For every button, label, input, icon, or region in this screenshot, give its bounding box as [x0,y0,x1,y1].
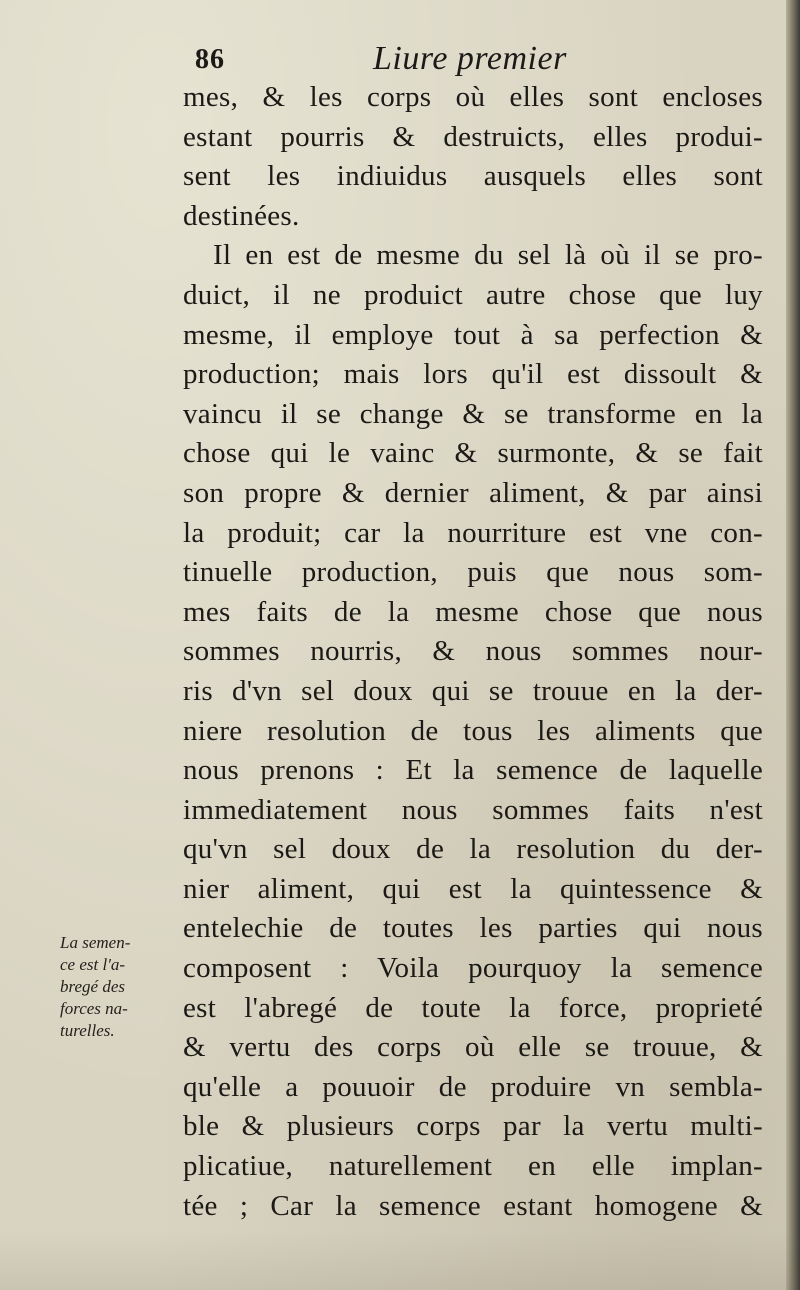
page-number: 86 [195,44,225,75]
text-line: ble & plusieurs corps par la vertu multi- [183,1110,763,1143]
margin-note [60,932,185,1042]
text-line: destinées. [183,199,300,232]
text-line: qu'elle a pouuoir de produire vn sembla- [183,1070,763,1103]
text-line: production; mais lors qu'il est dissoult & [183,358,763,391]
text-line: ris d'vn sel doux qui se trouue en la der- [183,674,763,707]
text-line: Il en est de mesme du sel là où il se pro- [213,239,763,272]
text-line: estant pourris & destruicts, elles produi- [183,120,763,153]
text-line: niere resolution de tous les aliments que [183,714,763,747]
body-text [183,78,763,1226]
text-line: composent : Voila pourquoy la semence [183,952,763,985]
text-line: nier aliment, qui est la quintessence & [183,872,763,905]
text-line: qu'vn sel doux de la resolution du der- [183,833,763,866]
text-line: mes, & les corps où elles sont encloses [183,81,763,113]
margin-note-line: ce est l'a- [60,955,125,974]
text-line: immediatement nous sommes faits n'est [183,793,763,826]
text-line: entelechie de toutes les parties qui nous [183,912,763,945]
text-line: & vertu des corps où elle se trouue, & [183,1031,763,1064]
page-bottom-shade [0,1230,800,1290]
margin-note-line: forces na- [60,999,128,1018]
text-line: tée ; Car la semence estant homogene & [183,1189,763,1222]
text-line: sent les indiuidus ausquels elles sont [183,160,763,193]
text-line: plicatiue, naturellement en elle implan- [183,1150,763,1183]
text-line: mesme, il employe tout à sa perfection & [183,318,763,351]
text-line: tinuelle production, puis que nous som- [183,556,763,589]
margin-note-line: bregé des [60,977,125,996]
text-line: la produit; car la nourriture est vne con- [183,516,763,549]
page-edge-shadow [786,0,800,1290]
text-line: son propre & dernier aliment, & par ainsi [183,476,763,509]
text-line: est l'abregé de toute la force, proprieté [183,991,763,1024]
margin-note-line: turelles. [60,1021,115,1040]
running-title: Liure premier [373,40,567,77]
text-line: sommes nourris, & nous sommes nour- [183,635,763,668]
text-line: nous prenons : Et la semence de laquelle [183,754,763,787]
text-line: duict, il ne produict autre chose que luy [183,278,763,311]
margin-note-line: La semen- [60,933,131,952]
text-line: chose qui le vainc & surmonte, & se fait [183,437,763,470]
text-line: vaincu il se change & se transforme en la [183,397,763,430]
text-line: mes faits de la mesme chose que nous [183,595,763,628]
